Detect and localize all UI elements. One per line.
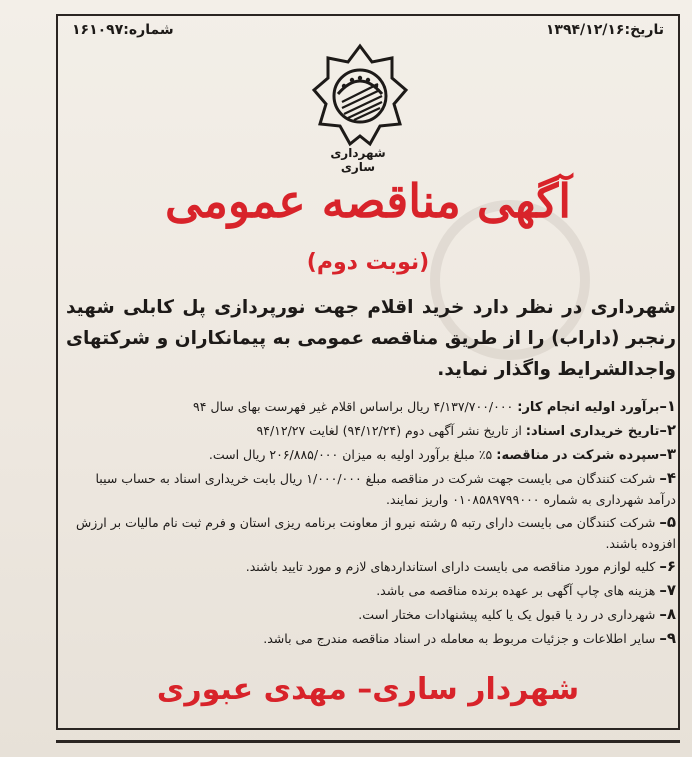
item-label: تاریخ خریداری اسناد: bbox=[525, 424, 660, 439]
bottom-rule bbox=[56, 740, 680, 743]
list-item bbox=[66, 468, 676, 510]
item-label: سپرده شرکت در مناقصه: bbox=[496, 448, 660, 463]
item-text: شهرداری در رد یا قبول یک یا کلیه پیشنهادات مختار است. bbox=[358, 607, 660, 622]
item-text: ۴/۱۳۷/۷۰۰/۰۰۰ ریال براساس اقلام غیر فهرست بهای سال ۹۴ bbox=[193, 399, 518, 414]
header bbox=[66, 20, 670, 42]
list-item bbox=[66, 444, 676, 466]
announcement-number: شماره:۱۶۱۰۹۷ bbox=[72, 22, 174, 38]
item-number: ۶– bbox=[659, 557, 676, 575]
item-number: ۲– bbox=[659, 421, 676, 439]
item-text: از تاریخ نشر آگهی دوم (۹۴/۱۲/۲۴) لغایت ۹۴/۱۲/۲۷ bbox=[256, 423, 526, 438]
item-number: ۸– bbox=[659, 605, 676, 623]
intro-paragraph: شهرداری در نظر دارد خرید اقلام جهت نورپردازی پل کابلی شهید رنجبر (داراب) را از طریق مناقصه عمومی به پیمانکاران و شرکتهای واجدالشرایط واگذار نماید. bbox=[66, 297, 676, 380]
item-number: ۵– bbox=[659, 513, 676, 531]
item-text: شرکت کنندگان می بایست جهت شرکت در مناقصه مبلغ ۱/۰۰۰/۰۰۰ ریال بابت خریداری اسناد به حساب سیبا درآمد شهرداری به شماره ۰۱۰۸۵۸۹۷۹۹۰۰۰ واریز نمایند. bbox=[95, 471, 676, 507]
item-text: کلیه لوازم مورد مناقصه می بایست دارای استانداردهای لازم و مورد تایید باشند. bbox=[245, 559, 660, 574]
list-item bbox=[66, 604, 676, 626]
mayor-signature: شهردار ساری– مهدی عبوری bbox=[156, 672, 580, 707]
ad-subtitle: (نوبت دوم) bbox=[306, 250, 430, 275]
conditions-list bbox=[66, 396, 676, 652]
item-text: سایر اطلاعات و جزئیات مربوط به معامله در اسناد مناقصه مندرج می باشد. bbox=[263, 631, 660, 646]
logo-caption: شهرداری ساری bbox=[330, 146, 386, 174]
ad-title: آگهی مناقصه عمومی bbox=[164, 174, 572, 228]
list-item bbox=[66, 580, 676, 602]
item-number: ۹– bbox=[659, 629, 676, 647]
list-item bbox=[66, 420, 676, 442]
item-number: ۳– bbox=[659, 445, 676, 463]
list-item bbox=[66, 628, 676, 650]
announcement-date: تاریخ:۱۳۹۴/۱۲/۱۶ bbox=[545, 22, 664, 38]
list-item bbox=[66, 512, 676, 554]
list-item bbox=[66, 396, 676, 418]
item-label: برآورد اولیه انجام کار: bbox=[517, 400, 660, 415]
item-text: ۵٪ مبلغ برآورد اولیه به میزان ۲۰۶/۸۸۵/۰۰۰ ریال است. bbox=[208, 447, 497, 462]
item-number: ۷– bbox=[659, 581, 676, 599]
item-number: ۴– bbox=[659, 469, 676, 487]
list-item bbox=[66, 556, 676, 578]
item-number: ۱– bbox=[659, 397, 676, 415]
item-text: شرکت کنندگان می بایست دارای رتبه ۵ رشته نیرو از معاونت برنامه ریزی استان و فرم ثبت نام مالیات بر ارزش افزوده باشند. bbox=[75, 515, 676, 551]
item-text: هزینه های چاپ آگهی بر عهده برنده مناقصه می باشد. bbox=[376, 583, 660, 598]
